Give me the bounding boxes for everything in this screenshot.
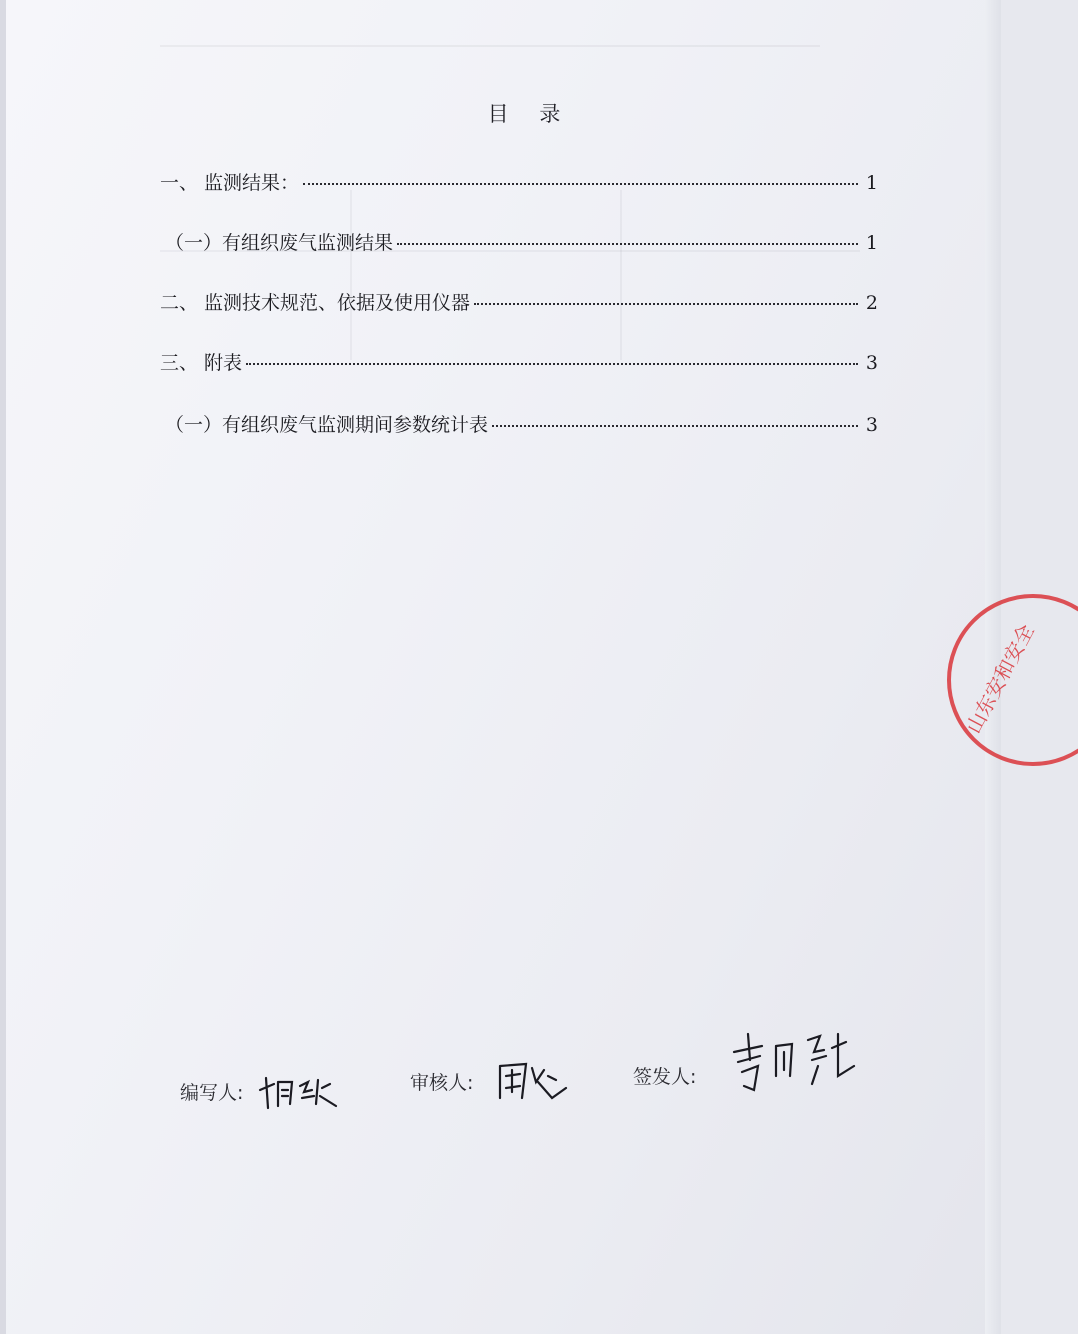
toc-entry[interactable] [160,288,878,315]
toc-page-number: 1 [865,172,878,194]
signature-block [0,1060,1001,1140]
toc-entry-label: （一）有组织废气监测结果 [165,232,394,254]
toc-leader [303,183,858,185]
writer-signature [256,1070,346,1115]
toc-entry-label: 一、 监测结果： [160,172,300,194]
toc-entry-label: （一）有组织废气监测期间参数统计表 [165,414,489,436]
official-seal-stamp [938,585,1078,775]
toc-page-number: 1 [865,232,878,254]
toc-entry[interactable] [160,348,878,375]
issuer-signature [728,1026,868,1101]
toc-entry[interactable] [165,228,878,255]
show-through-line [160,45,820,47]
svg-text:山东安和安全: 山东安和安全 [961,620,1039,738]
reviewer-signature [492,1058,582,1108]
toc-leader [474,303,858,305]
toc-entry[interactable] [160,168,878,195]
toc-page-number: 3 [865,414,878,436]
toc-leader [492,425,858,427]
toc-leader [397,243,858,245]
show-through-line [350,190,352,360]
issuer-label: 签发人: [633,1066,697,1088]
toc-leader [246,363,858,365]
show-through-line [620,190,622,360]
toc-page-number: 3 [865,352,878,374]
page-title: 目 录 [487,102,573,126]
toc-entry-label: 三、 附表 [160,352,243,374]
reviewer-label: 审核人: [410,1072,474,1094]
toc-page-number: 2 [865,292,878,314]
toc-entry[interactable] [165,410,878,437]
toc-entry-label: 二、 监测技术规范、依据及使用仪器 [160,292,471,314]
writer-label: 编写人: [180,1082,244,1104]
